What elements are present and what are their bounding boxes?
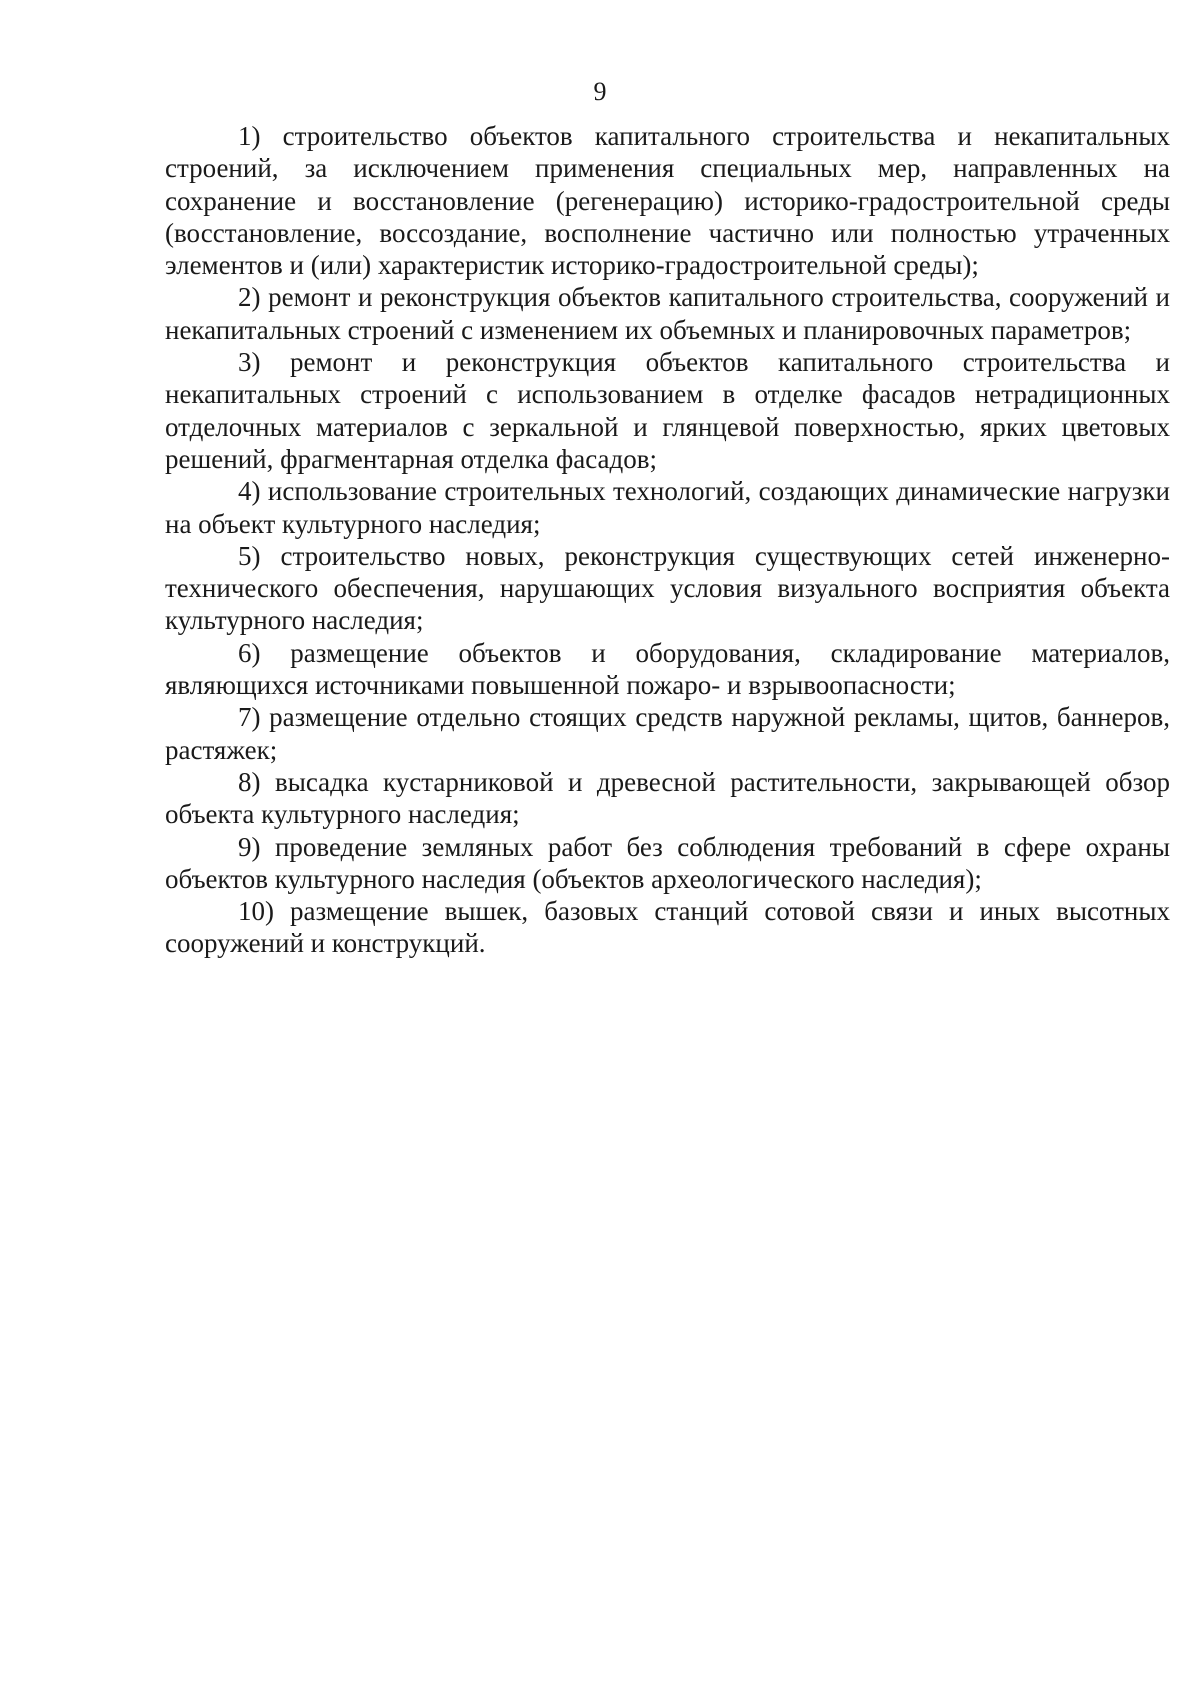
list-item-7: 7) размещение отдельно стоящих средств наружной рекламы, щитов, баннеров, растяжек;	[165, 702, 1170, 765]
list-item-4: 4) использование строительных технологий, создающих динамические нагрузки на объект культурного наследия;	[165, 476, 1170, 539]
page-number: 9	[593, 77, 607, 106]
list-item-1: 1) строительство объектов капитального строительства и некапитальных строений, за исключением применения специальных мер, направленных на сохранение и восстановление (регенерацию) историко-градостроительной среды (восстановление, воссоздание, восполнение частично или полностью утраченных элементов и (или) характеристик историко-градостроительной среды);	[165, 121, 1170, 281]
list-item-8: 8) высадка кустарниковой и древесной растительности, закрывающей обзор объекта культурного наследия;	[165, 766, 1170, 830]
list-item-6: 6) размещение объектов и оборудования, складирование материалов, являющихся источниками повышенной пожаро- и взрывоопасности;	[165, 637, 1170, 701]
list-item-3: 3) ремонт и реконструкция объектов капитального строительства и некапитальных строений с использованием в отделке фасадов нетрадиционных отделочных материалов с зеркальной и глянцевой поверхностью, ярких цветовых решений, фрагментарная отделка фасадов;	[165, 347, 1170, 474]
list-item-2: 2) ремонт и реконструкция объектов капитального строительства, сооружений и некапитальных строений с изменением их объемных и планировочных параметров;	[165, 282, 1170, 345]
list-item-10: 10) размещение вышек, базовых станций сотовой связи и иных высотных сооружений и конструкций.	[165, 896, 1170, 959]
list-item-9: 9) проведение земляных работ без соблюдения требований в сфере охраны объектов культурного наследия (объектов археологического наследия);	[165, 831, 1170, 894]
document-body	[165, 120, 1170, 960]
list-item-5: 5) строительство новых, реконструкция существующих сетей инженерно-технического обеспечения, нарушающих условия визуального восприятия объекта культурного наследия;	[165, 540, 1170, 636]
